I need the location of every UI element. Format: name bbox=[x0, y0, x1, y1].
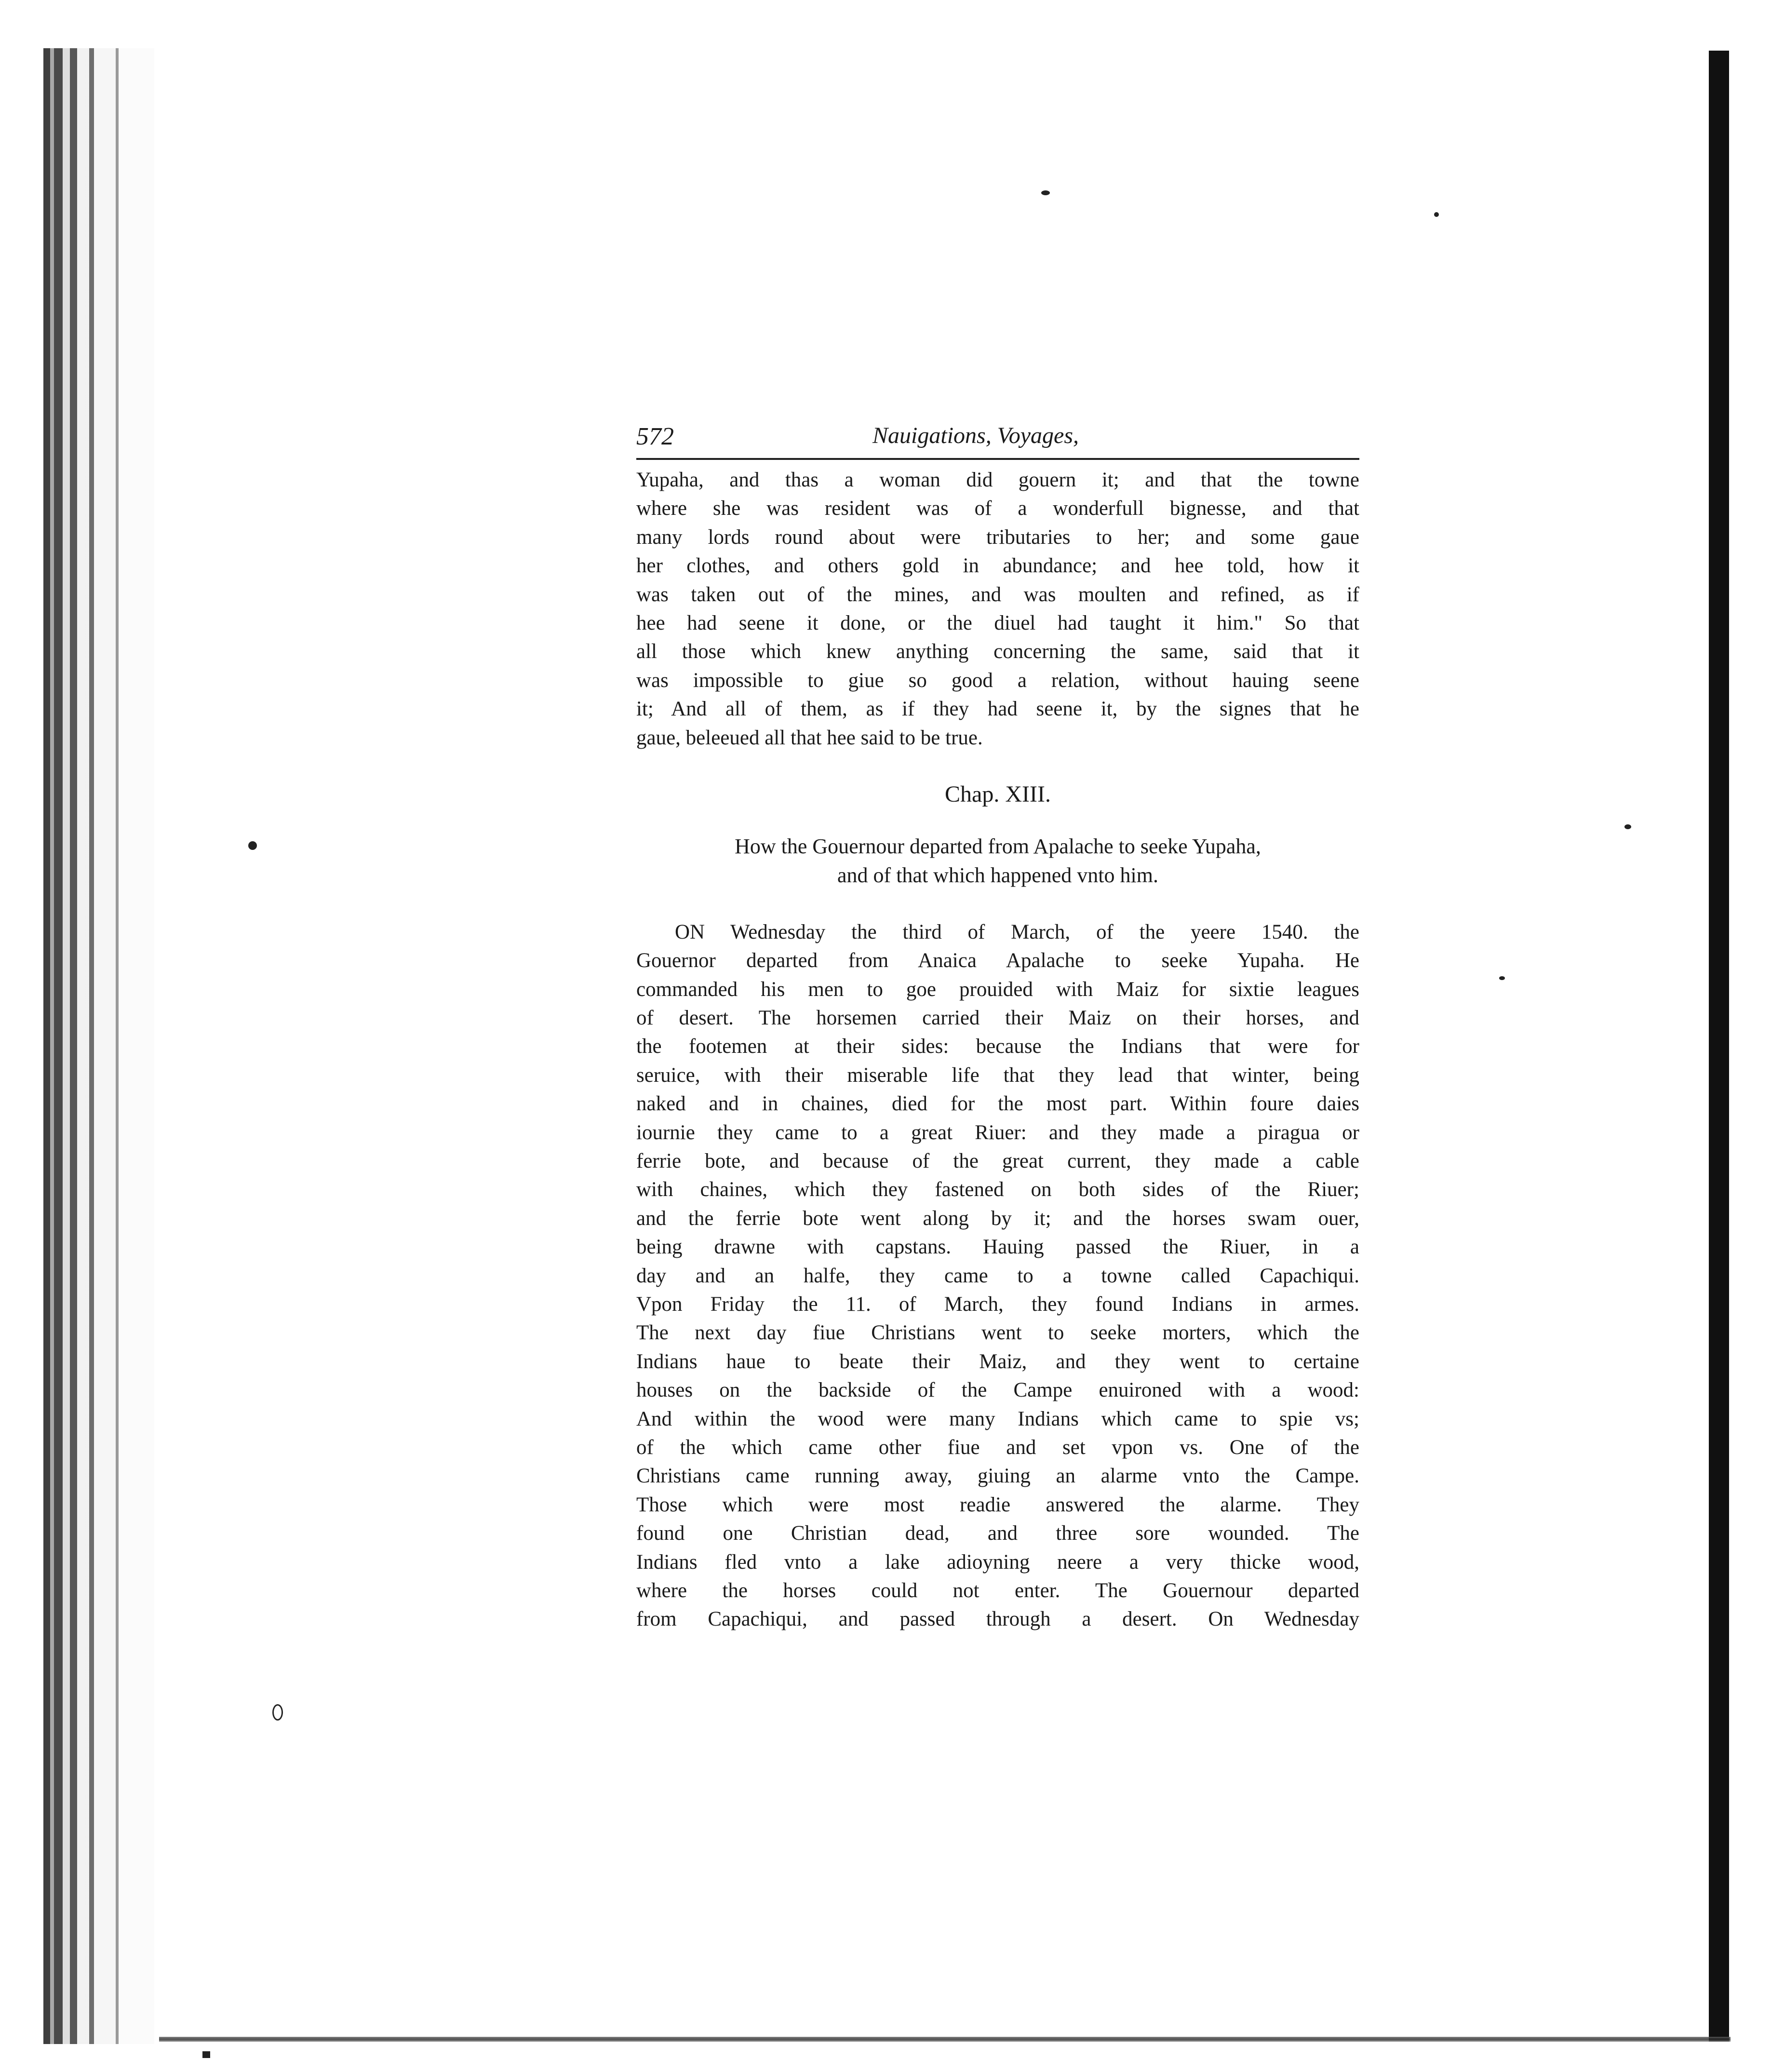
page-binding-edge bbox=[43, 48, 154, 2044]
text-line: naked and in chaines, died for the most part. Within foure daies bbox=[636, 1092, 1359, 1116]
paragraph-continued bbox=[636, 466, 1359, 752]
text-line: it; And all of them, as if they had seene it, by the signes that he bbox=[636, 698, 1359, 721]
text-line: being drawne with capstans. Hauing passed the Riuer, in a bbox=[636, 1236, 1359, 1259]
text-line: The next day fiue Christians went to seeke morters, which the bbox=[636, 1321, 1359, 1345]
text-line: Yupaha, and thas a woman did gouern it; and that the towne bbox=[636, 469, 1359, 491]
text-line: was impossible to giue so good a relation, without hauing seene bbox=[636, 669, 1359, 692]
text-line: commanded his men to goe prouided with Maiz for sixtie leagues bbox=[636, 978, 1359, 1001]
text-line: many lords round about were tributaries to her; and some gaue bbox=[636, 525, 1359, 549]
text-line: where the horses could not enter. The Gouernour departed bbox=[636, 1579, 1359, 1602]
scan-speck bbox=[1434, 212, 1439, 217]
chapter-heading: Chap. XIII. bbox=[945, 781, 1051, 807]
text-line: day and an halfe, they came to a towne called Capachiqui. bbox=[636, 1264, 1359, 1287]
text-line: found one Christian dead, and three sore wounded. The bbox=[636, 1522, 1359, 1545]
text-line: was taken out of the mines, and was moulten and refined, as if bbox=[636, 583, 1359, 606]
text-line: where she was resident was of a wonderfull bignesse, and that bbox=[636, 497, 1359, 520]
text-line: And within the wood were many Indians which came to spie vs; bbox=[636, 1407, 1359, 1430]
page-number: 572 bbox=[636, 423, 674, 450]
running-head bbox=[636, 419, 1359, 460]
text-line: gaue, beleeued all that hee said to be true. bbox=[636, 726, 983, 749]
page-bottom-edge bbox=[159, 2037, 1731, 2042]
text-line: ON Wednesday the third of March, of the yeere 1540. the bbox=[675, 920, 1359, 943]
running-head-title: Nauigations, Voyages, bbox=[872, 423, 1079, 448]
text-line: houses on the backside of the Campe enuironed with a wood: bbox=[636, 1379, 1359, 1402]
scan-speck bbox=[1041, 190, 1050, 195]
scan-speck bbox=[1499, 976, 1505, 980]
text-line: Gouernor departed from Anaica Apalache to seeke Yupaha. He bbox=[636, 949, 1359, 972]
text-line: Those which were most readie answered the alarme. They bbox=[636, 1493, 1359, 1516]
text-line: Vpon Friday the 11. of March, they found Indians in armes. bbox=[636, 1292, 1359, 1316]
scan-speck bbox=[248, 841, 257, 850]
text-line: hee had seene it done, or the diuel had taught it him." So that bbox=[636, 611, 1359, 634]
text-line: all those which knew anything concerning the same, said that it bbox=[636, 640, 1359, 663]
text-line: her clothes, and others gold in abundance; and hee told, how it bbox=[636, 554, 1359, 578]
text-line: Christians came running away, giuing an alarme vnto the Campe. bbox=[636, 1465, 1359, 1488]
scan-speck bbox=[202, 2051, 210, 2058]
text-line: and the ferrie bote went along by it; and the horses swam ouer, bbox=[636, 1207, 1359, 1230]
text-line: the footemen at their sides: because the Indians that were for bbox=[636, 1035, 1359, 1058]
text-line: Indians fled vnto a lake adioyning neere a very thicke wood, bbox=[636, 1550, 1359, 1574]
text-line: from Capachiqui, and passed through a desert. On Wednesday bbox=[636, 1608, 1359, 1631]
chapter-subtitle-line: and of that which happened vnto him. bbox=[837, 863, 1158, 887]
text-line: Indians haue to beate their Maiz, and they went to certaine bbox=[636, 1350, 1359, 1373]
scan-speck bbox=[1624, 824, 1631, 829]
text-line: iournie they came to a great Riuer: and they made a piragua or bbox=[636, 1121, 1359, 1144]
text-line: with chaines, which they fastened on both sides of the Riuer; bbox=[636, 1178, 1359, 1201]
text-line: of desert. The horsemen carried their Maiz on their horses, and bbox=[636, 1007, 1359, 1030]
page-right-edge bbox=[1709, 51, 1729, 2042]
text-block bbox=[636, 419, 1359, 1634]
text-line: ferrie bote, and because of the great current, they made a cable bbox=[636, 1150, 1359, 1173]
chapter-subtitle bbox=[636, 832, 1359, 890]
scan-speck bbox=[272, 1704, 283, 1721]
chapter-subtitle-line: How the Gouernour departed from Apalache to seeke Yupaha, bbox=[735, 834, 1261, 858]
text-line: of the which came other fiue and set vpon vs. One of the bbox=[636, 1436, 1359, 1459]
text-line: seruice, with their miserable life that they lead that winter, being bbox=[636, 1063, 1359, 1087]
chapter-body-paragraph bbox=[636, 918, 1359, 1634]
